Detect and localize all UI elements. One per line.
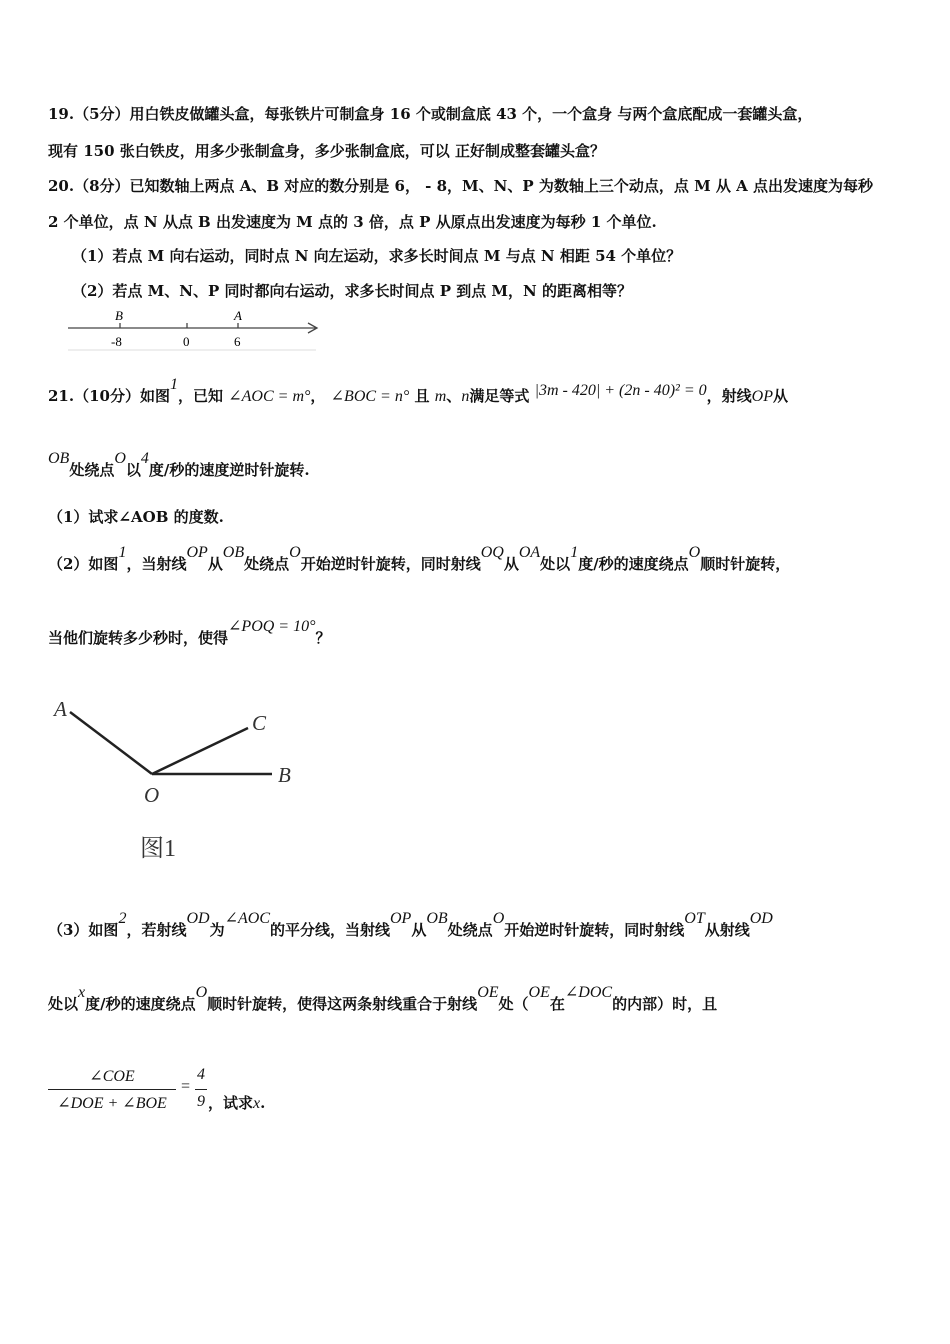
p3-h: 从射线 (704, 921, 750, 939)
fig-caption: 图1 (140, 836, 176, 862)
equals-sign: = (180, 1078, 191, 1095)
number-line-figure (64, 306, 324, 352)
p2-o2: O (688, 544, 701, 561)
fig-label-b: B (278, 763, 291, 787)
fraction-suffix (208, 1092, 265, 1113)
p3-o: O (492, 910, 505, 927)
q21-part-3-line-1 (48, 910, 773, 941)
p3-l2e: 在 (549, 995, 565, 1013)
q21-line-2 (48, 450, 310, 481)
label-a: A (234, 308, 242, 323)
p3-l2f: 的内部）时，且 (612, 995, 718, 1013)
fraction-bar (48, 1089, 176, 1090)
p3-fig: 2 (118, 910, 127, 927)
rhs-bar (195, 1089, 207, 1090)
p3-aoc: ∠AOC (224, 910, 270, 927)
p3-end: ，试求 (208, 1094, 254, 1112)
p2-one: 1 (570, 544, 579, 561)
p3-op: OP (390, 910, 412, 927)
fig-label-a: A (54, 697, 67, 721)
line2-end: 度/秒的速度逆时针旋转. (148, 461, 310, 479)
p2-a: （2）如图 (48, 555, 119, 573)
p3-d: 的平分线，当射线 (269, 921, 390, 939)
q20-part-2: （2）若点 M、N、P 同时都向右运动，求多长时间点 P 到点 M，N 的距离相等？ (72, 282, 632, 300)
p3-g: 开始逆时针旋转，同时射线 (504, 921, 685, 939)
speed-four: 4 (140, 450, 149, 467)
p3-od2: OD (749, 910, 773, 927)
p2-b: ，当射线 (126, 555, 187, 573)
q21-intro: 21.（10分）如图 (48, 387, 170, 405)
p2-h: 度/秒的速度绕点 (578, 555, 689, 573)
p3-end-x: x (253, 1095, 261, 1112)
p2-oq: OQ (480, 544, 504, 561)
p2-ob: OB (222, 544, 245, 561)
figure-1 (48, 690, 308, 870)
q20-part-1: （1）若点 M 向右运动，同时点 N 向左运动，求多长时间点 M 与点 N 相距 54 个单位？ (72, 247, 682, 265)
q21-part-2-line-2 (48, 618, 331, 649)
p2-question: ？ (315, 629, 331, 647)
p3-oe2: OE (528, 984, 550, 1001)
tick-label-a: 6 (234, 334, 241, 349)
q21-part-2-line-1 (48, 544, 791, 575)
p3-od: OD (186, 910, 210, 927)
p3-e: 从 (411, 921, 427, 939)
q19-line-2: 现有 150 张白铁皮，用多少张制盒身，多少张制盒底，可以 正好制成整套罐头盒？ (48, 142, 605, 160)
point-o: O (114, 450, 126, 467)
fig-label-c: C (252, 711, 267, 735)
p2-i: 顺时针旋转， (700, 555, 791, 573)
from-text: 从 (772, 387, 788, 405)
rotate-text: 处绕点 (69, 461, 115, 479)
fraction-denominator: ∠DOE + ∠BOE (57, 1095, 167, 1112)
p3-doc: ∠DOC (564, 984, 613, 1001)
q21-part-1: （1）试求∠AOB 的度数. (48, 508, 224, 526)
equation: |3m - 420| + (2n - 40)² = 0 (534, 382, 707, 399)
q19-line-1: 19.（5分）用白铁皮做罐头盒，每张铁片可制盒身 16 个或制盒底 43 个，一个盒身 与两个盒底配成一套罐头盒， (48, 105, 813, 123)
angle-boc: ∠BOC = n° (330, 388, 410, 405)
p2-fig: 1 (118, 544, 127, 561)
p3-c: 为 (209, 921, 225, 939)
p3-ob: OB (426, 910, 448, 927)
q21-known: ，已知 (177, 387, 223, 405)
p3-x: x (78, 984, 86, 1001)
p3-l2d: 处（ (498, 995, 529, 1013)
separator: ， (310, 387, 326, 405)
p3-l2a: 处以 (48, 995, 79, 1013)
p2-line2: 当他们旋转多少秒时，使得 (48, 629, 229, 647)
p3-b: ，若射线 (126, 921, 187, 939)
q21-line-1 (48, 376, 788, 407)
p3-a: （3）如图 (48, 921, 119, 939)
p2-c: 从 (207, 555, 223, 573)
p2-d: 处绕点 (244, 555, 290, 573)
ray-oc (152, 728, 248, 774)
angle-aoc: ∠AOC = m° (228, 388, 311, 405)
satisfy-text: 满足等式 (469, 387, 530, 405)
p3-oe: OE (477, 984, 499, 1001)
p2-g: 处以 (540, 555, 571, 573)
p3-o2: O (195, 984, 208, 1001)
fig-label-o: O (144, 783, 160, 807)
p2-f: 从 (503, 555, 519, 573)
p2-oa: OA (518, 544, 541, 561)
p3-l2c: 顺时针旋转，使得这两条射线重合于射线 (207, 995, 478, 1013)
label-b: B (115, 308, 123, 323)
p2-e: 开始逆时针旋转，同时射线 (300, 555, 481, 573)
after-equation: ，射线 (706, 387, 752, 405)
var-m: m (434, 388, 447, 405)
ray-op: OP (751, 388, 773, 405)
var-n: n (461, 388, 470, 405)
p3-ot: OT (684, 910, 705, 927)
ray-ob: OB (48, 450, 70, 467)
q21-fig-number: 1 (169, 376, 178, 393)
and-text: 且 (414, 387, 430, 405)
fraction-expression (48, 1066, 448, 1116)
dot-sep: 、 (446, 387, 462, 405)
q20-line-1: 20.（8分）已知数轴上两点 A、B 对应的数分别是 6， - 8，M、N、P 为数轴上三个动点，点 M 从 A 点出发速度为每秒 (48, 177, 874, 195)
p2-angle: ∠POQ = 10° (228, 618, 316, 635)
by-text: 以 (125, 461, 141, 479)
p3-period: . (260, 1094, 266, 1112)
p2-op: OP (186, 544, 208, 561)
rhs-denominator: 9 (197, 1093, 205, 1110)
tick-label-b: -8 (111, 334, 122, 349)
q21-part-3-line-2 (48, 984, 718, 1015)
p3-l2b: 度/秒的速度绕点 (85, 995, 196, 1013)
ray-oa (70, 712, 152, 774)
fraction-numerator: ∠COE (89, 1068, 135, 1085)
q20-line-2: 2 个单位，点 N 从点 B 出发速度为 M 点的 3 倍，点 P 从原点出发速度为每秒 1 个单位. (48, 213, 657, 231)
p3-f: 处绕点 (447, 921, 493, 939)
tick-label-o: 0 (183, 334, 190, 349)
rhs-numerator: 4 (197, 1066, 205, 1083)
p2-o: O (289, 544, 301, 561)
